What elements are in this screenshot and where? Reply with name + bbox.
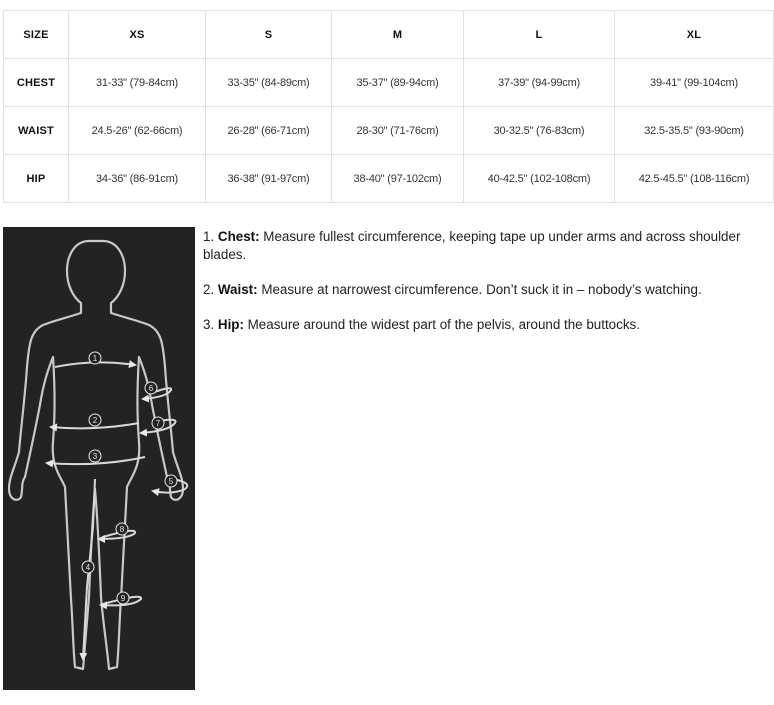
hip-xs-cell: 34-36" (86-91cm) — [69, 155, 206, 203]
instruction-hip — [203, 316, 771, 334]
size-header-row — [4, 11, 774, 59]
instruction-waist — [203, 281, 771, 299]
svg-text:9: 9 — [120, 594, 126, 603]
marker-2 — [89, 414, 101, 426]
marker-1 — [89, 352, 101, 364]
instruction-number: 2. — [203, 282, 215, 297]
instruction-number: 1. — [203, 229, 215, 244]
instruction-text: Measure fullest circumference, keeping tape up under arms and across shoulder blades. — [203, 229, 741, 262]
svg-text:8: 8 — [119, 525, 125, 534]
body-measurement-figure — [3, 227, 195, 690]
waist-l-cell: 30-32.5" (76-83cm) — [464, 107, 615, 155]
svg-text:5: 5 — [168, 477, 174, 486]
chest-s-cell: 33-35" (84-89cm) — [206, 59, 332, 107]
waist-xl-cell: 32.5-35.5" (93-90cm) — [615, 107, 774, 155]
svg-text:4: 4 — [85, 563, 91, 572]
body-outline-illustration — [3, 227, 195, 690]
table-row-hip — [4, 155, 774, 203]
waist-xs-cell: 24.5-26" (62-66cm) — [69, 107, 206, 155]
size-chart-table — [3, 10, 774, 203]
table-row-waist — [4, 107, 774, 155]
row-label-chest: CHEST — [4, 59, 69, 107]
instruction-chest — [203, 228, 771, 264]
svg-text:1: 1 — [92, 354, 98, 363]
measurement-instructions — [203, 228, 771, 351]
hip-xl-cell: 42.5-45.5" (108-116cm) — [615, 155, 774, 203]
instruction-number: 3. — [203, 317, 215, 332]
marker-5 — [165, 475, 177, 487]
svg-text:6: 6 — [148, 384, 154, 393]
chest-xl-cell: 39-41" (99-104cm) — [615, 59, 774, 107]
hip-l-cell: 40-42.5" (102-108cm) — [464, 155, 615, 203]
size-s-header: S — [206, 11, 332, 59]
measurement-tapes — [47, 362, 187, 659]
size-xl-header: XL — [615, 11, 774, 59]
chest-l-cell: 37-39" (94-99cm) — [464, 59, 615, 107]
marker-9 — [117, 592, 129, 604]
instruction-text: Measure around the widest part of the pelvis, around the buttocks. — [243, 317, 640, 332]
marker-7 — [152, 417, 164, 429]
marker-6 — [145, 382, 157, 394]
marker-3 — [89, 450, 101, 462]
size-header-label: SIZE — [4, 11, 69, 59]
svg-text:2: 2 — [92, 416, 98, 425]
marker-4 — [82, 561, 94, 573]
instruction-text: Measure at narrowest circumference. Don’t suck it in – nobody’s watching. — [257, 282, 702, 297]
row-label-hip: HIP — [4, 155, 69, 203]
chest-xs-cell: 31-33" (79-84cm) — [69, 59, 206, 107]
svg-text:7: 7 — [155, 419, 161, 428]
instruction-term: Hip: — [217, 317, 244, 332]
hip-m-cell: 38-40" (97-102cm) — [332, 155, 464, 203]
row-label-waist: WAIST — [4, 107, 69, 155]
size-xs-header: XS — [69, 11, 206, 59]
instruction-term: Chest: — [217, 229, 260, 244]
instruction-term: Waist: — [217, 282, 258, 297]
svg-text:3: 3 — [92, 452, 98, 461]
waist-s-cell: 26-28" (66-71cm) — [206, 107, 332, 155]
waist-m-cell: 28-30" (71-76cm) — [332, 107, 464, 155]
table-row-chest — [4, 59, 774, 107]
marker-8 — [116, 523, 128, 535]
size-m-header: M — [332, 11, 464, 59]
chest-m-cell: 35-37" (89-94cm) — [332, 59, 464, 107]
hip-s-cell: 36-38" (91-97cm) — [206, 155, 332, 203]
size-l-header: L — [464, 11, 615, 59]
